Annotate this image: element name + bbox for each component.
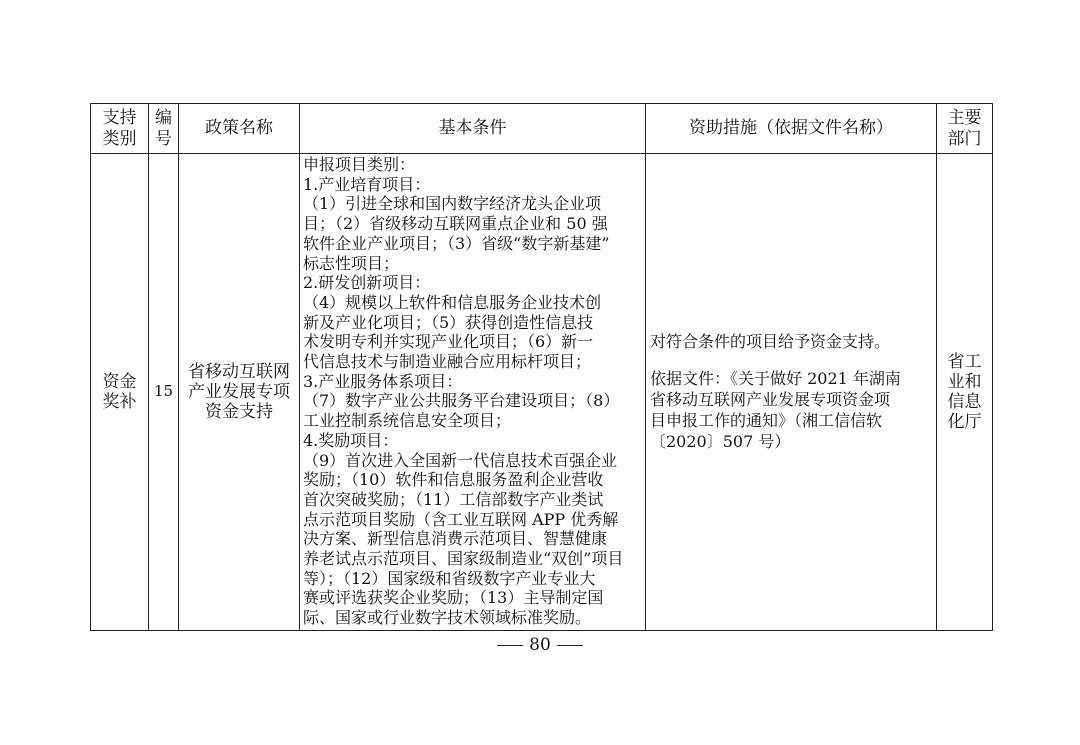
category-line: 奖补 (102, 391, 137, 412)
policy-name-line: 资金支持 (205, 401, 273, 422)
number-cell: 15 (149, 154, 179, 631)
header-department (937, 104, 993, 154)
condition-line: 首次突破奖励；（11）工信部数字产业类试 (303, 489, 604, 509)
department-line: 信息 (947, 391, 982, 412)
condition-line: 2.研发创新项目： (303, 273, 431, 293)
table-row (91, 154, 993, 631)
header-number-line: 号 (155, 128, 172, 149)
page-number: 80 (529, 635, 551, 655)
condition-line: （4）规模以上软件和信息服务企业技术创 (303, 292, 602, 312)
basis-line: 依据文件：《关于做好 2021 年湖南 (650, 369, 901, 389)
department-cell (937, 154, 993, 631)
policy-name-line: 产业发展专项 (188, 381, 290, 402)
condition-line: 奖励；（10）软件和信息服务盈利企业营收 (303, 470, 604, 490)
basis-line: 省移动互联网产业发展专项资金项 (650, 390, 891, 410)
condition-line: 1.产业培育项目： (303, 174, 431, 194)
condition-line: 点示范项目奖励（含工业互联网 APP 优秀解 (303, 509, 619, 529)
conditions-cell (300, 154, 646, 631)
condition-line: 申报项目类别： (303, 155, 416, 174)
spacer (650, 352, 934, 368)
department-line: 业和 (947, 371, 982, 392)
condition-line: （9）首次进入全国新一代信息技术百强企业 (303, 450, 618, 470)
condition-line: 代信息技术与制造业融合应用标杆项目； (303, 352, 592, 372)
policy-name-cell (179, 154, 300, 631)
header-policy-name: 政策名称 (179, 104, 300, 154)
category-cell (91, 154, 149, 631)
header-category-line: 类别 (102, 128, 137, 149)
condition-line: 软件企业产业项目；（3）省级“数字新基建” (303, 233, 610, 253)
header-row (91, 104, 993, 154)
condition-line: 目；（2）省级移动互联网重点企业和 50 强 (303, 214, 608, 234)
condition-line: 3.产业服务体系项目： (303, 371, 463, 391)
header-department-line: 部门 (947, 128, 982, 149)
condition-line: （1）引进全球和国内数字经济龙头企业项 (303, 194, 602, 214)
right-dash (557, 645, 583, 646)
header-number-line: 编 (155, 107, 172, 128)
measures-cell (646, 154, 937, 631)
category-line: 资金 (102, 371, 137, 392)
policy-name-line: 省移动互联网 (188, 361, 290, 382)
header-number (149, 104, 179, 154)
support-measure: 对符合条件的项目给予资金支持。 (650, 332, 891, 352)
left-dash (497, 645, 523, 646)
condition-line: 养老试点示范项目、国家级制造业“双创”项目 (303, 549, 624, 569)
condition-line: 工业控制系统信息安全项目； (303, 411, 512, 431)
policy-table (90, 103, 993, 631)
condition-line: 决方案、新型信息消费示范项目、智慧健康 (303, 529, 608, 549)
condition-line: 等）；（12）国家级和省级数字产业专业大 (303, 568, 596, 588)
department-line: 化厅 (947, 411, 982, 432)
condition-line: 术发明专利并实现产业化项目；（6）新一 (303, 332, 594, 352)
page-footer (0, 634, 1080, 656)
condition-line: 赛或评选获奖企业奖励；（13）主导制定国 (303, 588, 604, 608)
header-conditions: 基本条件 (300, 104, 646, 154)
header-category (91, 104, 149, 154)
condition-line: 4.奖励项目： (303, 430, 399, 450)
condition-line: （7）数字产业公共服务平台建设项目；（8） (303, 391, 620, 411)
basis-line: 〔2020〕507 号） (650, 432, 791, 452)
condition-line: 新及产业化项目；（5）获得创造性信息技 (303, 312, 594, 332)
header-department-line: 主要 (947, 107, 982, 128)
basis-line: 目申报工作的通知》（湘工信信软 (650, 411, 883, 431)
header-measures: 资助措施（依据文件名称） (646, 104, 937, 154)
condition-line: 际、国家或行业数字技术领域标准奖励。 (303, 608, 592, 628)
department-line: 省工 (947, 351, 982, 372)
condition-line: 标志性项目； (303, 253, 400, 273)
header-category-line: 支持 (102, 107, 137, 128)
